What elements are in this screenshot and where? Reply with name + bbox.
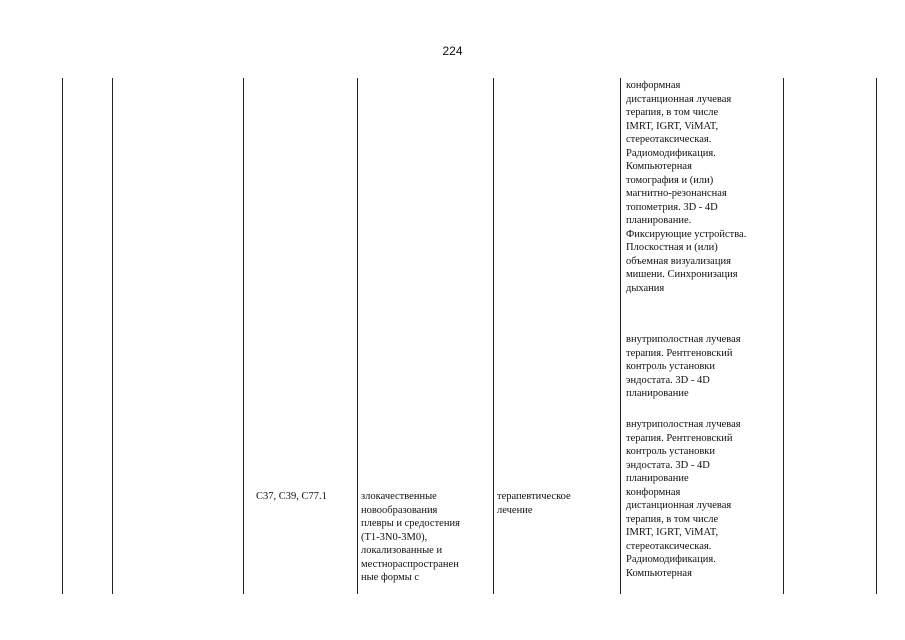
diagnosis-codes-cell: C37, C39, C77.1: [256, 491, 327, 502]
disease-description-cell: злокачественные новообразования плевры и средостения (Т1-3N0-3M0), локализованные и местнораспространен ные формы с: [361, 491, 460, 583]
column-divider: [620, 78, 621, 594]
column-divider: [112, 78, 113, 594]
page-number: 224: [442, 44, 463, 58]
column-divider: [357, 78, 358, 594]
treatment-method-cell: внутриполостная лучевая терапия. Рентгеновский контроль установки эндостата. 3D - 4D планирование конформная дистанционная лучевая терапия, в том числе IMRT, IGRT, ViMAT, стереотаксическая. Радиомодификация. Компьютерная: [626, 419, 741, 579]
treatment-method-cell: конформная дистанционная лучевая терапия, в том числе IMRT, IGRT, ViMAT, стереотаксическая. Радиомодификация. Компьютерная томография и (или) магнитно-резонансная топометрия. 3D - 4D планирование. Фиксирующие устройства. Плоскостная и (или) объемная визуализация мишени. Синхронизация дыхания: [626, 80, 747, 294]
column-divider: [876, 78, 877, 594]
column-divider: [243, 78, 244, 594]
column-divider: [62, 78, 63, 594]
treatment-method-cell: внутриполостная лучевая терапия. Рентгеновский контроль установки эндостата. 3D - 4D планирование: [626, 334, 741, 399]
column-divider: [493, 78, 494, 594]
treatment-type-cell: терапевтическое лечение: [497, 491, 571, 516]
